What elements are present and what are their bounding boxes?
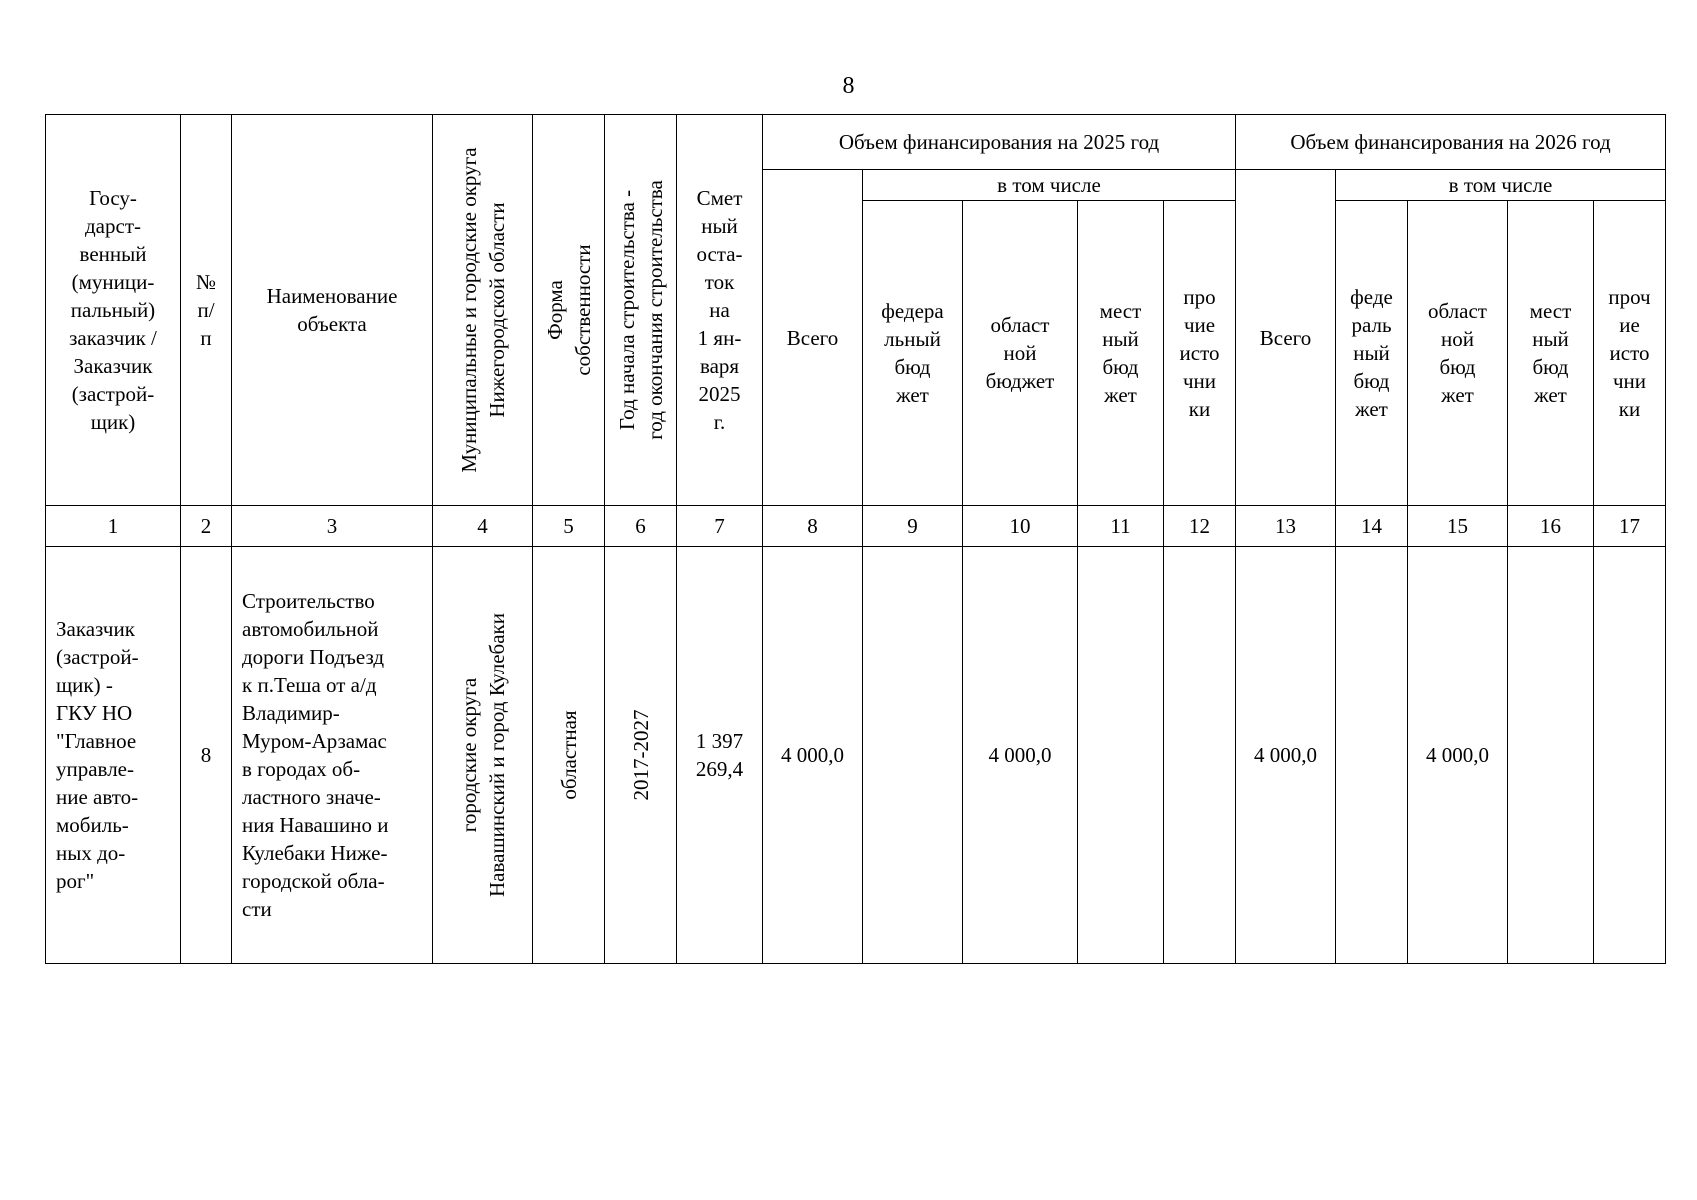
header-total-2026: Всего [1236,170,1336,506]
column-number: 8 [763,506,863,547]
header-other-2026: проч ие исто чни ки [1594,201,1666,506]
financing-table [45,114,1666,964]
column-number: 5 [533,506,605,547]
header-customer: Госу- дарст- венный (муници- пальный) заказчик / Заказчик (застрой- щик) [46,115,181,506]
cell-federal-2025 [863,547,963,964]
cell-municipality-text: городские округа Навашинский и город Кулебаки [456,612,509,898]
column-number: 3 [232,506,433,547]
cell-regional-2025: 4 000,0 [963,547,1078,964]
cell-estimate-remainder: 1 397 269,4 [677,547,763,964]
header-total-2025: Всего [763,170,863,506]
column-number: 2 [181,506,232,547]
header-estimate-remainder: Смет ный оста- ток на 1 ян- варя 2025 г. [677,115,763,506]
cell-years-text: 2017-2027 [628,709,653,801]
cell-other-2025 [1164,547,1236,964]
header-number: № п/ п [181,115,232,506]
column-number: 9 [863,506,963,547]
header-local-2025: мест ный бюд жет [1078,201,1164,506]
column-number: 12 [1164,506,1236,547]
cell-federal-2026 [1336,547,1408,964]
header-including-2026: в том числе [1336,170,1666,201]
header-years-text: Год начала строительства - год окончания строительства [614,180,667,440]
column-numbers-row [46,506,1666,547]
header-other-2025: про чие исто чни ки [1164,201,1236,506]
column-number: 1 [46,506,181,547]
cell-total-2026: 4 000,0 [1236,547,1336,964]
column-number: 11 [1078,506,1164,547]
header-federal-2025: федера льный бюд жет [863,201,963,506]
header-ownership [533,115,605,506]
cell-regional-2026: 4 000,0 [1408,547,1508,964]
page-number: 8 [842,73,855,99]
cell-number: 8 [181,547,232,964]
column-number: 4 [433,506,533,547]
header-funding-2026: Объем финансирования на 2026 год [1236,115,1666,170]
cell-other-2026 [1594,547,1666,964]
column-number: 10 [963,506,1078,547]
table-row [46,547,1666,964]
cell-local-2025 [1078,547,1164,964]
header-regional-2026: област ной бюд жет [1408,201,1508,506]
header-federal-2026: феде раль ный бюд жет [1336,201,1408,506]
column-number: 16 [1508,506,1594,547]
header-including-2025: в том числе [863,170,1236,201]
header-funding-2025: Объем финансирования на 2025 год [763,115,1236,170]
column-number: 15 [1408,506,1508,547]
column-number: 14 [1336,506,1408,547]
cell-object-name: Строительство автомобильной дороги Подъезд к п.Теша от а/д Владимир- Муром-Арзамас в городах об- ластного значе- ния Навашино и Кулебаки Ниже- городской обла- сти [232,547,433,964]
header-municipality [433,115,533,506]
header-local-2026: мест ный бюд жет [1508,201,1594,506]
cell-municipality [433,547,533,964]
cell-total-2025: 4 000,0 [763,547,863,964]
column-number: 7 [677,506,763,547]
cell-ownership-text: областная [556,710,581,800]
header-municipality-text: Муниципальные и городские округа Нижегородской области [456,147,509,473]
header-object-name: Наименование объекта [232,115,433,506]
header-ownership-text: Форма собственности [542,244,595,376]
column-number: 17 [1594,506,1666,547]
header-regional-2025: област ной бюджет [963,201,1078,506]
cell-local-2026 [1508,547,1594,964]
header-years [605,115,677,506]
column-number: 6 [605,506,677,547]
cell-ownership [533,547,605,964]
cell-years [605,547,677,964]
cell-customer: Заказчик (застрой- щик) - ГКУ НО "Главное управле- ние авто- мобиль- ных до- рог" [46,547,181,964]
column-number: 13 [1236,506,1336,547]
